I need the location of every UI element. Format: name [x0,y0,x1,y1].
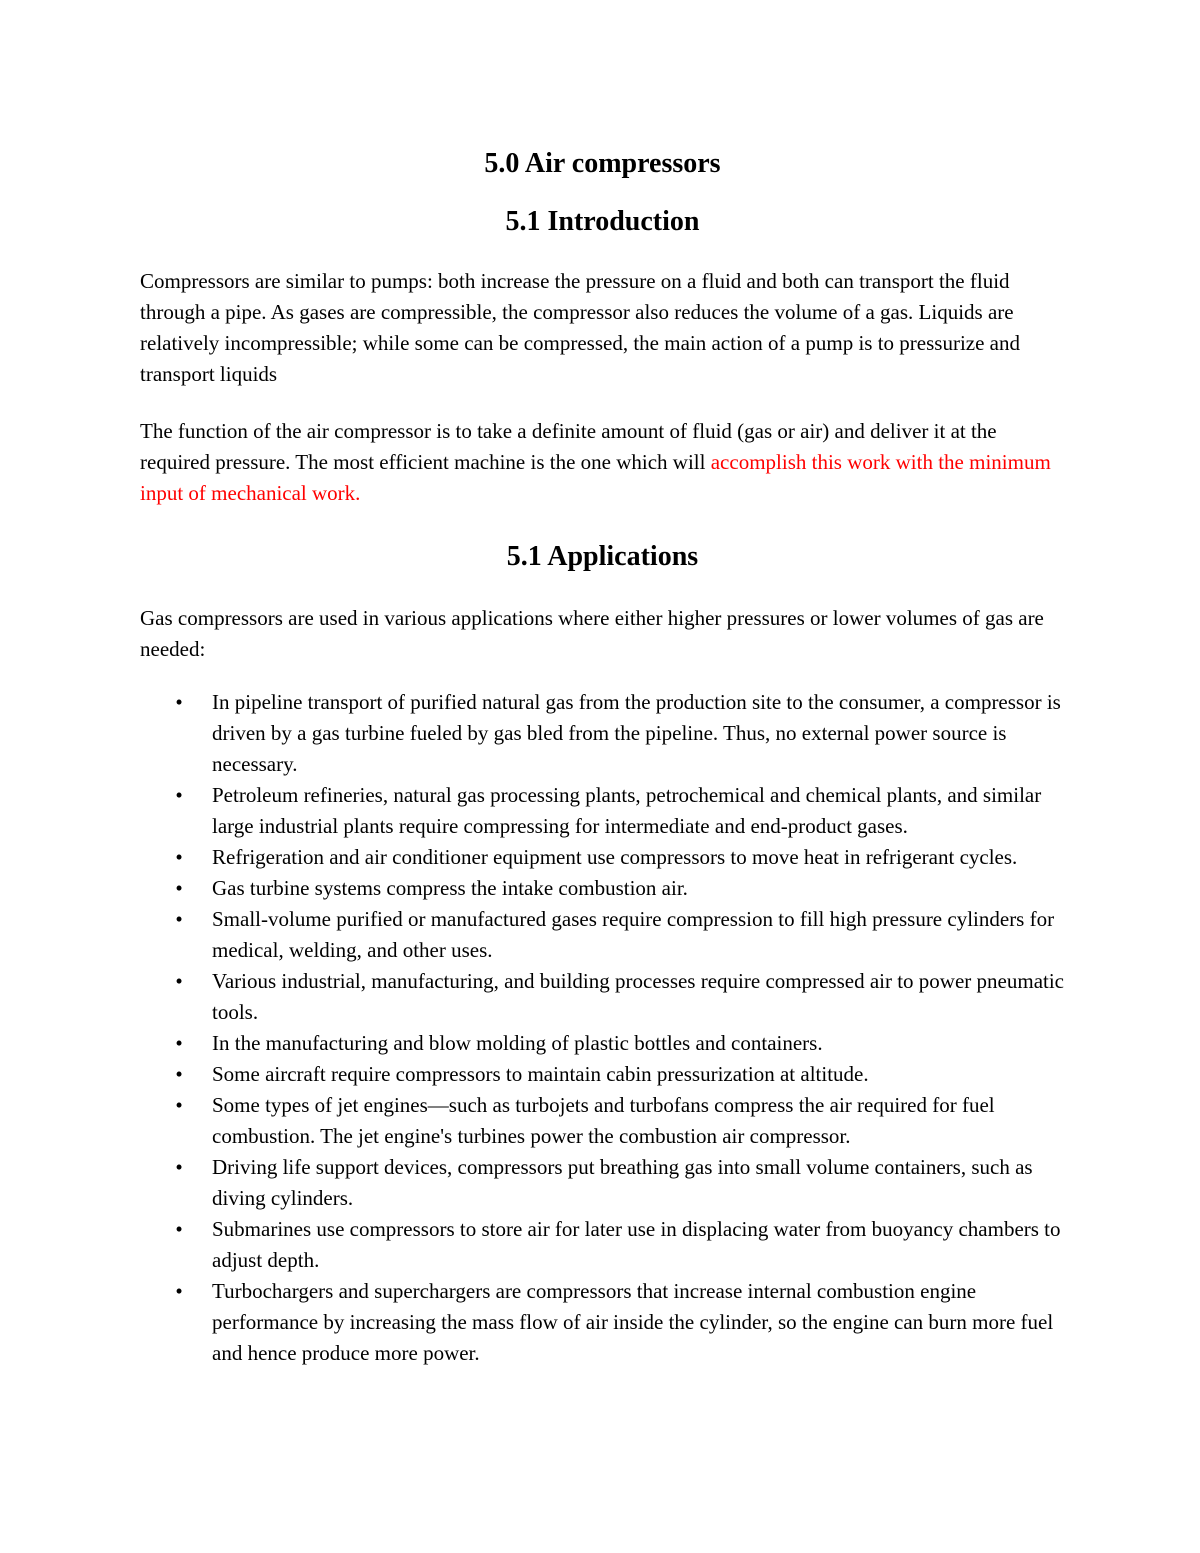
bullet-icon: • [175,969,183,993]
list-item-text: Driving life support devices, compressors put breathing gas into small volume containers, such as diving cylinders. [212,1155,1033,1210]
introduction-heading: 5.1 Introduction [505,206,700,237]
applications-list [140,687,1065,1369]
list-item-text: Some aircraft require compressors to maintain cabin pressurization at altitude. [212,1062,869,1086]
list-item [140,842,1065,873]
list-item [140,904,1065,966]
list-item-text: Small-volume purified or manufactured gases require compression to fill high pressure cylinders for medical, welding, and other uses. [212,907,1055,962]
list-item [140,780,1065,842]
list-item [140,1028,1065,1059]
applications-intro: Gas compressors are used in various applications where either higher pressures or lower volumes of gas are needed: [140,606,1044,661]
function-paragraph [140,416,1065,509]
list-item-text: Gas turbine systems compress the intake combustion air. [212,876,688,900]
document-body [140,138,1065,1369]
bullet-icon: • [175,783,183,807]
function-paragraph-text: The function of the air compressor is to take a definite amount of fluid (gas or air) and deliver it at the required pressure. The most efficient machine is the one which will [140,419,997,474]
bullet-icon: • [175,1155,183,1179]
list-item-text: Petroleum refineries, natural gas processing plants, petrochemical and chemical plants, and similar large industrial plants require compressing for intermediate and end-product gases. [212,783,1042,838]
list-item-text: Some types of jet engines—such as turbojets and turbofans compress the air required for fuel combustion. The jet engine's turbines power the combustion air compressor. [212,1093,995,1148]
list-item [140,1276,1065,1369]
list-item [140,1214,1065,1276]
introduction-paragraph: Compressors are similar to pumps: both increase the pressure on a fluid and both can transport the fluid through a pipe. As gases are compressible, the compressor also reduces the volume of a gas. Liquids are relatively incompressible; while some can be compressed, the main action of a pump is to pressurize and transport liquids [140,269,1020,386]
document-title: 5.0 Air compressors [484,148,721,179]
bullet-icon: • [175,907,183,931]
list-item [140,966,1065,1028]
function-paragraph-highlight: accomplish this work with the minimum input of mechanical work. [140,450,1051,505]
bullet-icon: • [175,845,183,869]
list-item [140,687,1065,780]
list-item-text: Refrigeration and air conditioner equipment use compressors to move heat in refrigerant cycles. [212,845,1018,869]
bullet-icon: • [175,690,183,714]
bullet-icon: • [175,876,183,900]
list-item [140,873,1065,904]
list-item [140,1059,1065,1090]
list-item-text: Turbochargers and superchargers are compressors that increase internal combustion engine performance by increasing the mass flow of air inside the cylinder, so the engine can burn more fuel and hence produce more power. [212,1279,1054,1365]
bullet-icon: • [175,1279,183,1303]
bullet-icon: • [175,1217,183,1241]
applications-heading: 5.1 Applications [506,541,699,572]
list-item [140,1090,1065,1152]
bullet-icon: • [175,1093,183,1117]
bullet-icon: • [175,1062,183,1086]
list-item-text: Various industrial, manufacturing, and building processes require compressed air to power pneumatic tools. [212,969,1065,1024]
bullet-icon: • [175,1031,183,1055]
list-item-text: Submarines use compressors to store air for later use in displacing water from buoyancy chambers to adjust depth. [212,1217,1061,1272]
list-item-text: In the manufacturing and blow molding of plastic bottles and containers. [212,1031,823,1055]
list-item [140,1152,1065,1214]
list-item-text: In pipeline transport of purified natural gas from the production site to the consumer, a compressor is driven by a gas turbine fueled by gas bled from the pipeline. Thus, no external power source is necessary. [212,690,1061,776]
